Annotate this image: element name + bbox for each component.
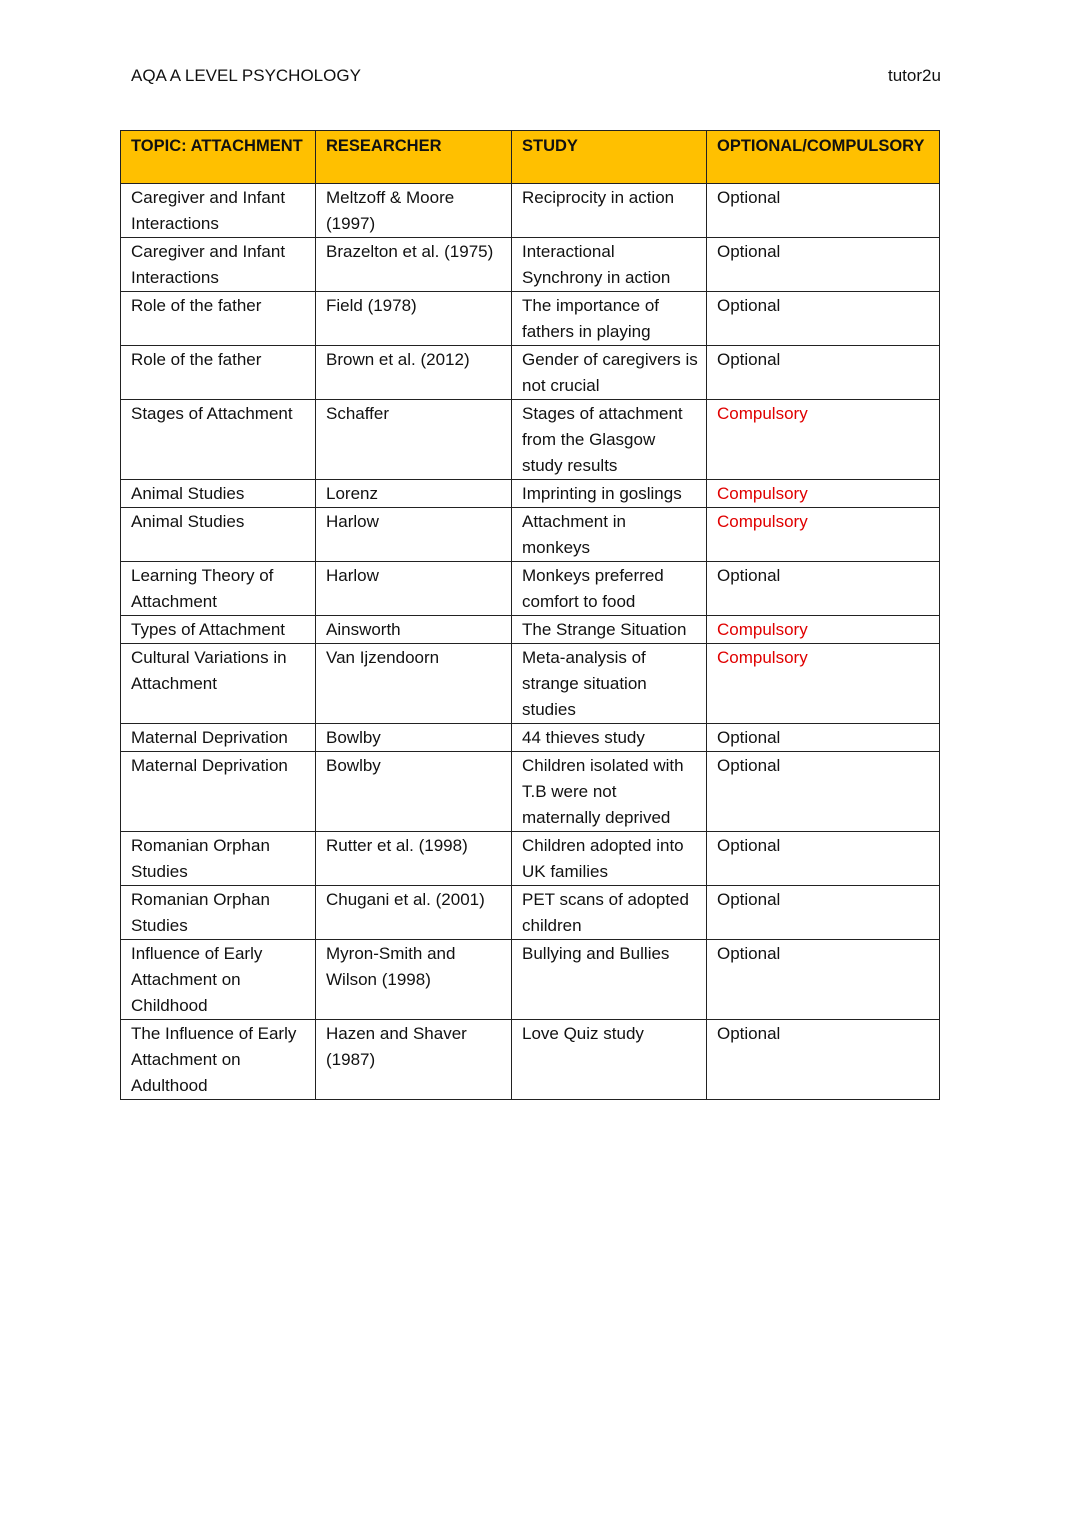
document-header-title: AQA A LEVEL PSYCHOLOGY [131,66,361,85]
cell-status: Compulsory [707,400,940,480]
attachment-studies-table [120,130,940,1100]
cell-status: Compulsory [707,616,940,644]
table-row [121,562,940,616]
cell-study: Stages of attachment from the Glasgow study results [512,400,707,480]
cell-researcher: Field (1978) [316,292,512,346]
cell-study: Reciprocity in action [512,184,707,238]
cell-status: Optional [707,724,940,752]
cell-topic: Types of Attachment [121,616,316,644]
cell-topic: Maternal Deprivation [121,724,316,752]
cell-study: Meta-analysis of strange situation studies [512,644,707,724]
table-row [121,832,940,886]
cell-topic: The Influence of Early Attachment on Adulthood [121,1020,316,1100]
cell-researcher: Meltzoff & Moore (1997) [316,184,512,238]
cell-researcher: Bowlby [316,752,512,832]
cell-status: Optional [707,1020,940,1100]
cell-status: Optional [707,940,940,1020]
table-row [121,1020,940,1100]
cell-researcher: Harlow [316,508,512,562]
table-row [121,400,940,480]
cell-study: Love Quiz study [512,1020,707,1100]
cell-topic: Caregiver and Infant Interactions [121,184,316,238]
cell-topic: Stages of Attachment [121,400,316,480]
table-row [121,752,940,832]
cell-topic: Maternal Deprivation [121,752,316,832]
cell-researcher: Hazen and Shaver (1987) [316,1020,512,1100]
cell-study: Children adopted into UK families [512,832,707,886]
cell-researcher: Chugani et al. (2001) [316,886,512,940]
cell-study: Interactional Synchrony in action [512,238,707,292]
cell-researcher: Myron-Smith and Wilson (1998) [316,940,512,1020]
cell-researcher: Brown et al. (2012) [316,346,512,400]
cell-study: 44 thieves study [512,724,707,752]
cell-study: Children isolated with T.B were not maternally deprived [512,752,707,832]
cell-researcher: Ainsworth [316,616,512,644]
table-row [121,940,940,1020]
table-row [121,480,940,508]
cell-study: The Strange Situation [512,616,707,644]
cell-status: Optional [707,886,940,940]
cell-status: Optional [707,292,940,346]
cell-study: Gender of caregivers is not crucial [512,346,707,400]
cell-researcher: Schaffer [316,400,512,480]
cell-topic: Cultural Variations in Attachment [121,644,316,724]
cell-status: Optional [707,238,940,292]
table-row [121,886,940,940]
cell-researcher: Van Ijzendoorn [316,644,512,724]
cell-topic: Role of the father [121,346,316,400]
table-row [121,184,940,238]
cell-topic: Romanian Orphan Studies [121,886,316,940]
cell-study: PET scans of adopted children [512,886,707,940]
cell-researcher: Harlow [316,562,512,616]
cell-topic: Animal Studies [121,508,316,562]
cell-status: Optional [707,562,940,616]
column-header-topic: TOPIC: ATTACHMENT [121,131,316,184]
cell-study: Monkeys preferred comfort to food [512,562,707,616]
cell-topic: Animal Studies [121,480,316,508]
table-header-row [121,131,940,184]
table-row [121,724,940,752]
column-header-study: STUDY [512,131,707,184]
cell-researcher: Rutter et al. (1998) [316,832,512,886]
cell-topic: Caregiver and Infant Interactions [121,238,316,292]
document-header-brand: tutor2u [888,66,941,85]
table-row [121,508,940,562]
cell-status: Optional [707,752,940,832]
cell-researcher: Brazelton et al. (1975) [316,238,512,292]
table-row [121,644,940,724]
cell-study: The importance of fathers in playing [512,292,707,346]
cell-status: Compulsory [707,508,940,562]
cell-study: Bullying and Bullies [512,940,707,1020]
cell-topic: Role of the father [121,292,316,346]
cell-topic: Learning Theory of Attachment [121,562,316,616]
table-row [121,292,940,346]
cell-researcher: Bowlby [316,724,512,752]
column-header-status: OPTIONAL/COMPULSORY [707,131,940,184]
cell-topic: Influence of Early Attachment on Childhood [121,940,316,1020]
cell-topic: Romanian Orphan Studies [121,832,316,886]
cell-study: Imprinting in goslings [512,480,707,508]
column-header-researcher: RESEARCHER [316,131,512,184]
cell-status: Compulsory [707,480,940,508]
cell-researcher: Lorenz [316,480,512,508]
table-row [121,616,940,644]
cell-status: Optional [707,832,940,886]
table-row [121,346,940,400]
cell-status: Optional [707,346,940,400]
table-row [121,238,940,292]
cell-status: Compulsory [707,644,940,724]
cell-study: Attachment in monkeys [512,508,707,562]
cell-status: Optional [707,184,940,238]
